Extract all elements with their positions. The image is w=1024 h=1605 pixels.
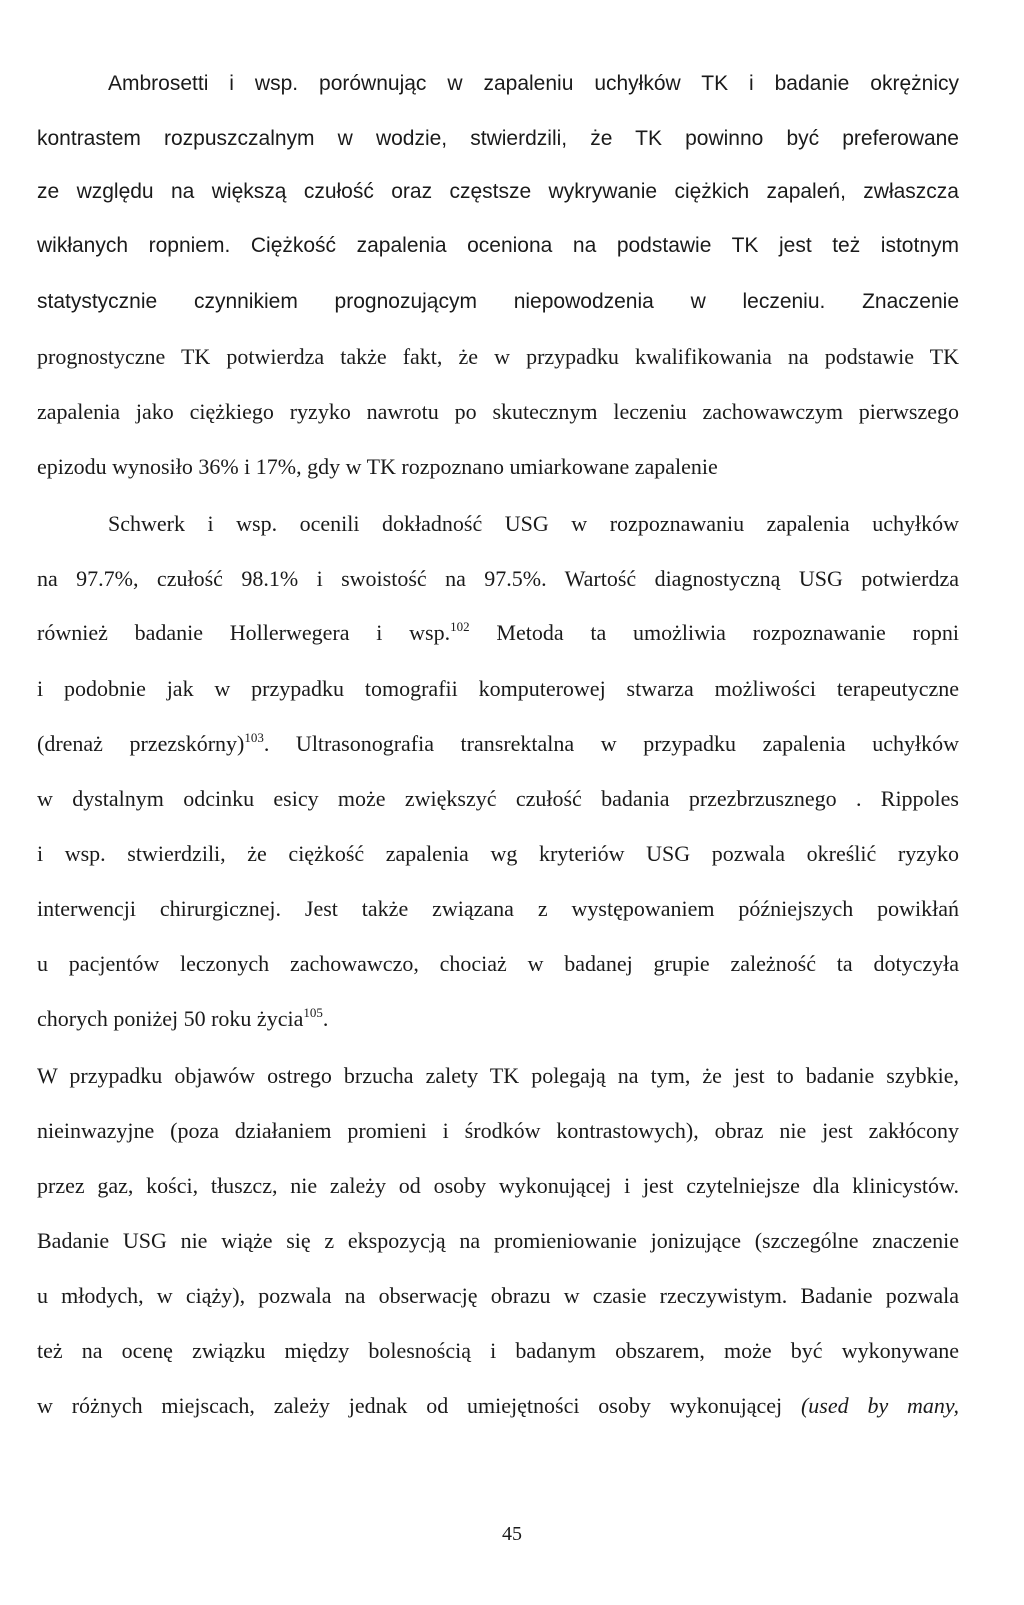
text-line: również badanie Hollerwegera i wsp.$^{102}$ Metoda ta umożliwia rozpoznawanie ropni [37,619,959,645]
text-line: prognostyczne TK potwierdza także fakt, że w przypadku kwalifikowania na podstawie TK [37,344,959,369]
text-line: interwencji chirurgicznej. Jest także związana z występowaniem późniejszych powikłań [37,896,959,921]
italic-phrase: (used by many, [800,1393,959,1418]
text-line: Schwerk i wsp. ocenili dokładność USG w rozpoznawaniu zapalenia uchyłków [108,511,959,536]
text-line: i wsp. stwierdzili, że ciężkość zapalenia wg kryteriów USG pozwala określić ryzyko [37,841,959,866]
text-line: u młodych, w ciąży), pozwala na obserwację obrazu w czasie rzeczywistym. Badanie pozwala [37,1283,959,1308]
text-line: też na ocenę związku między bolesnością i badanym obszarem, może być wykonywane [37,1338,959,1363]
text-line: statystycznie czynnikiem prognozującym niepowodzenia w leczeniu. Znaczenie [37,290,959,313]
text-line: kontrastem rozpuszczalnym w wodzie, stwierdzili, że TK powinno być preferowane [37,127,959,150]
text-line: u pacjentów leczonych zachowawczo, chociaż w badanej grupie zależność ta dotyczyła [37,951,959,976]
text-line: Badanie USG nie wiąże się z ekspozycją na promieniowanie jonizujące (szczególne znaczenie [37,1228,959,1253]
text-line: W przypadku objawów ostrego brzucha zalety TK polegają na tym, że jest to badanie szybkie, [37,1063,959,1088]
text-line: chorych poniżej 50 roku życia$^{105}$. [37,1005,329,1031]
text-line: w różnych miejscach, zależy jednak od umiejętności osoby wykonującej (used by many, [37,1393,959,1418]
page-number: 45 [502,1523,522,1545]
text-line: na 97.7%, czułość 98.1% i swoistość na 97.5%. Wartość diagnostyczną USG potwierdza [37,566,959,591]
footnote-ref: 105 [303,1005,323,1020]
text-line: zapalenia jako ciężkiego ryzyko nawrotu po skutecznym leczeniu zachowawczym pierwszego [37,399,959,424]
text-line: nieinwazyjne (poza działaniem promieni i środków kontrastowych), obraz nie jest zakłócony [37,1118,959,1143]
footnote-ref: 102 [450,619,470,634]
text-line: wikłanych ropniem. Ciężkość zapalenia oceniona na podstawie TK jest też istotnym [37,234,959,257]
text-line: ze względu na większą czułość oraz częstsze wykrywanie ciężkich zapaleń, zwłaszcza [37,180,959,203]
text-line: (drenaż przezskórny)$^{103}$. Ultrasonografia transrektalna w przypadku zapalenia uchyłków [37,730,959,756]
text-line: i podobnie jak w przypadku tomografii komputerowej stwarza możliwości terapeutyczne [37,676,959,701]
text-line: w dystalnym odcinku esicy może zwiększyć czułość badania przezbrzusznego . Rippoles [37,786,959,811]
text-line: przez gaz, kości, tłuszcz, nie zależy od osoby wykonującej i jest czytelniejsze dla klinicystów. [37,1173,959,1198]
text-line: Ambrosetti i wsp. porównując w zapaleniu uchyłków TK i badanie okrężnicy [108,72,959,95]
footnote-ref: 103 [244,730,264,745]
text-line: epizodu wynosiło 36% i 17%, gdy w TK rozpoznano umiarkowane zapalenie [37,454,718,479]
